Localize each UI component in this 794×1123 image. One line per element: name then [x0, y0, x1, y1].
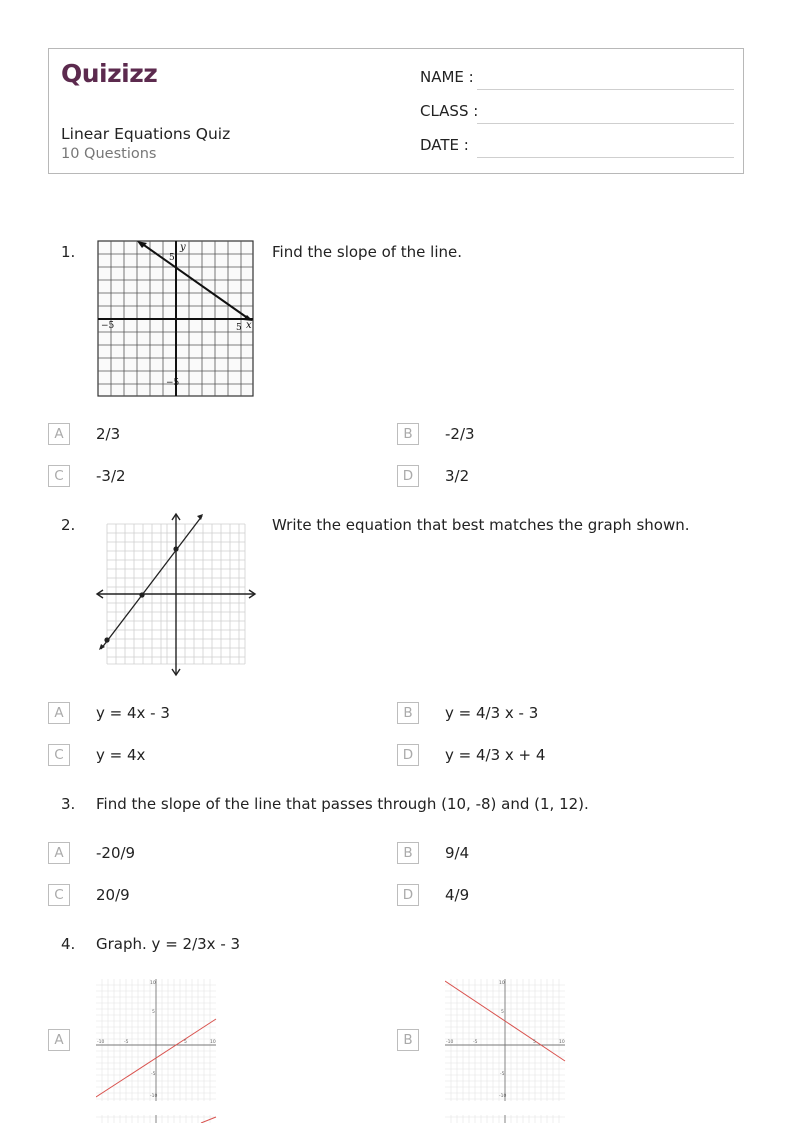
svg-text:-10: -10 [97, 1040, 105, 1045]
option-b-text[interactable]: y = 4/3 x - 3 [445, 704, 539, 722]
question-text: Graph. y = 2/3x - 3 [96, 935, 241, 953]
option-b-graph[interactable] [445, 979, 566, 1123]
option-a-text[interactable]: 2/3 [96, 425, 121, 443]
question-number: 1. [61, 243, 76, 261]
option-c-box[interactable]: C [48, 465, 70, 487]
name-label: NAME : [420, 68, 474, 86]
option-a-box[interactable]: A [48, 423, 70, 445]
svg-text:-10: -10 [150, 1094, 158, 1099]
svg-text:10: 10 [210, 1040, 216, 1045]
svg-text:10: 10 [499, 981, 505, 986]
question-1-graph [97, 240, 255, 397]
option-a-box[interactable]: A [48, 1029, 70, 1051]
option-c-text[interactable]: 20/9 [96, 886, 130, 904]
svg-text:-10: -10 [446, 1040, 454, 1045]
question-number: 3. [61, 795, 76, 813]
worksheet-header [48, 48, 744, 174]
option-b-box[interactable]: B [397, 702, 419, 724]
question-count: 10 Questions [61, 146, 157, 162]
option-d-box[interactable]: D [397, 465, 419, 487]
option-b-box[interactable]: B [397, 423, 419, 445]
question-text: Find the slope of the line. [272, 243, 463, 261]
question-text: Find the slope of the line that passes through (10, -8) and (1, 12). [96, 795, 589, 813]
option-a-graph[interactable] [96, 979, 217, 1123]
option-d-text[interactable]: 3/2 [445, 467, 470, 485]
option-d-text[interactable]: y = 4/3 x + 4 [445, 746, 546, 764]
option-c-box[interactable]: C [48, 744, 70, 766]
date-line [477, 157, 734, 158]
svg-text:5: 5 [152, 1010, 155, 1015]
option-d-box[interactable]: D [397, 884, 419, 906]
class-field[interactable] [420, 102, 734, 124]
svg-text:5: 5 [533, 1040, 536, 1045]
option-b-text[interactable]: 9/4 [445, 844, 470, 862]
name-field[interactable] [420, 68, 734, 90]
tick-label: 5 [169, 253, 175, 263]
option-a-box[interactable]: A [48, 842, 70, 864]
question-number: 2. [61, 516, 76, 534]
quiz-title: Linear Equations Quiz [61, 125, 231, 143]
option-a-box[interactable]: A [48, 702, 70, 724]
tick-label: −5 [166, 378, 180, 388]
date-label: DATE : [420, 136, 469, 154]
option-c-text[interactable]: -3/2 [96, 467, 126, 485]
option-d-box[interactable]: D [397, 744, 419, 766]
option-b-text[interactable]: -2/3 [445, 425, 475, 443]
svg-text:-5: -5 [473, 1040, 478, 1045]
question-number: 4. [61, 935, 76, 953]
question-text: Write the equation that best matches the graph shown. [272, 516, 690, 534]
svg-text:-10: -10 [499, 1094, 507, 1099]
svg-text:-5: -5 [124, 1040, 129, 1045]
option-b-box[interactable]: B [397, 1029, 419, 1051]
option-d-text[interactable]: 4/9 [445, 886, 470, 904]
svg-text:10: 10 [150, 981, 156, 986]
svg-text:-5: -5 [500, 1072, 505, 1077]
svg-text:5: 5 [184, 1040, 187, 1045]
x-axis-label: x [246, 320, 252, 331]
svg-text:-5: -5 [151, 1072, 156, 1077]
option-a-text[interactable]: -20/9 [96, 844, 136, 862]
question-2-graph [95, 512, 257, 677]
option-b-box[interactable]: B [397, 842, 419, 864]
tick-label: −5 [101, 321, 115, 331]
class-label: CLASS : [420, 102, 479, 120]
option-c-text[interactable]: y = 4x [96, 746, 146, 764]
tick-label: 5 [236, 323, 242, 333]
date-field[interactable] [420, 136, 734, 158]
quizizz-logo: Quizizz [61, 59, 158, 88]
option-a-text[interactable]: y = 4x - 3 [96, 704, 170, 722]
svg-text:10: 10 [559, 1040, 565, 1045]
svg-text:5: 5 [501, 1010, 504, 1015]
y-axis-label: y [180, 242, 186, 253]
class-line [477, 123, 734, 124]
name-line [477, 89, 734, 90]
option-c-box[interactable]: C [48, 884, 70, 906]
